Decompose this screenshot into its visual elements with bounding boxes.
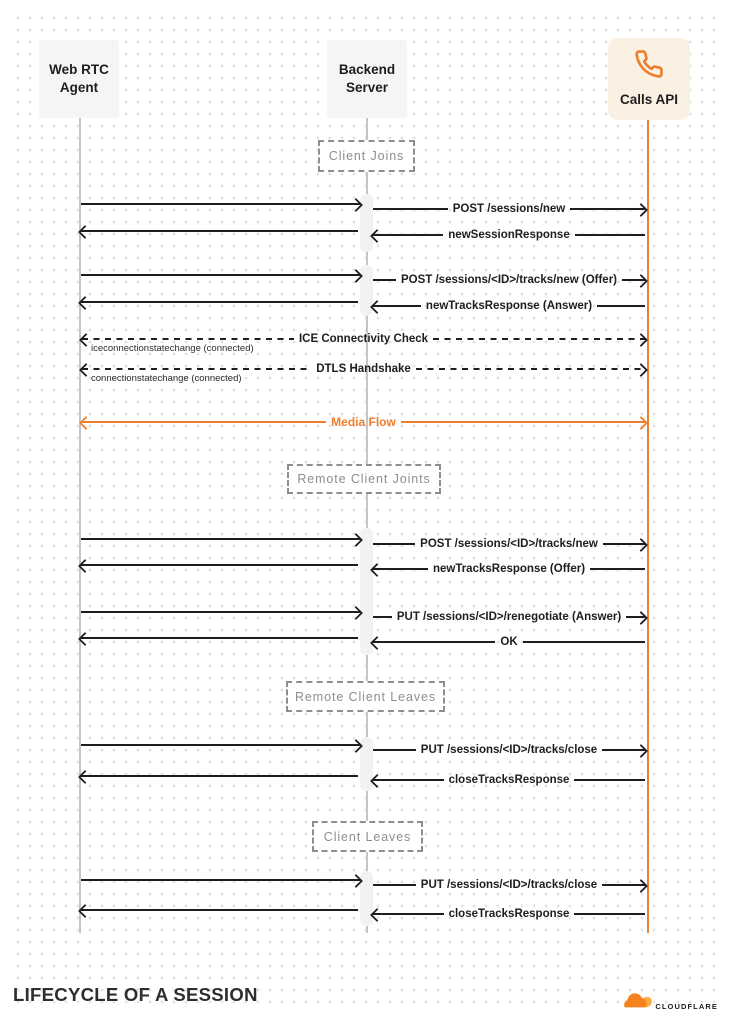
line-segment xyxy=(81,301,358,303)
line-segment xyxy=(81,775,358,777)
event-label: connectionstatechange (connected) xyxy=(91,373,242,384)
message-label: closeTracksResponse xyxy=(448,908,570,920)
message-label: newTracksResponse (Offer) xyxy=(432,563,586,575)
message-label: PUT /sessions/<ID>/tracks/close xyxy=(420,744,598,756)
page-title: LIFECYCLE OF A SESSION xyxy=(13,984,258,1005)
line-segment xyxy=(82,421,326,423)
line-segment xyxy=(81,637,358,639)
line-segment xyxy=(373,884,416,886)
message-label: POST /sessions/<ID>/tracks/new (Offer) xyxy=(400,274,618,286)
message-label: newTracksResponse (Answer) xyxy=(425,300,593,312)
phase-remote-client-leaves xyxy=(286,681,445,712)
actor-backend-server xyxy=(327,40,407,118)
arrow-backend-to-calls xyxy=(373,879,645,891)
line-segment xyxy=(82,338,294,340)
line-segment xyxy=(523,641,645,643)
arrow-agent-to-backend xyxy=(81,879,360,881)
phase-client-leaves xyxy=(312,821,423,852)
actor-label: Backend xyxy=(338,61,396,77)
line-segment xyxy=(81,744,360,746)
phase-label: Remote Client Leaves xyxy=(295,689,436,704)
line-segment xyxy=(81,538,360,540)
line-segment xyxy=(590,568,645,570)
arrow-calls-to-backend xyxy=(373,636,645,648)
actor-label: Web RTC xyxy=(49,61,109,77)
phase-label: Remote Client Joints xyxy=(297,472,431,486)
arrow-backend-to-agent xyxy=(81,637,358,639)
phase-label: Client Leaves xyxy=(323,829,412,844)
line-segment xyxy=(575,234,645,236)
line-segment xyxy=(81,611,360,613)
event-label: iceconnectionstatechange (connected) xyxy=(91,343,254,354)
message-label: ICE Connectivity Check xyxy=(298,333,429,345)
arrow-ice-connectivity xyxy=(82,333,645,345)
arrow-backend-to-calls xyxy=(373,744,645,756)
arrow-backend-to-calls xyxy=(373,203,645,215)
message-label: PUT /sessions/<ID>/renegotiate (Answer) xyxy=(396,611,622,623)
arrow-calls-to-backend xyxy=(373,300,645,312)
arrow-calls-to-backend xyxy=(373,774,645,786)
message-label: OK xyxy=(500,636,518,648)
arrow-agent-to-backend xyxy=(81,203,360,205)
activation-bar xyxy=(360,528,373,655)
phase-client-joins xyxy=(318,140,415,172)
message-label: PUT /sessions/<ID>/tracks/close xyxy=(420,879,598,891)
cloudflare-logo xyxy=(624,993,718,1013)
arrow-calls-to-backend xyxy=(373,563,645,575)
phone-icon xyxy=(634,49,664,84)
arrow-calls-to-backend xyxy=(373,229,645,241)
line-segment xyxy=(81,879,360,881)
message-label: Media Flow xyxy=(331,415,396,429)
actor-calls-api xyxy=(608,38,690,120)
phase-remote-client-joints xyxy=(287,464,441,494)
arrow-backend-to-calls xyxy=(373,611,645,623)
line-segment xyxy=(82,368,311,370)
line-segment xyxy=(81,564,358,566)
phase-label: Client Joins xyxy=(328,149,405,163)
line-segment xyxy=(574,913,645,915)
arrow-calls-to-backend xyxy=(373,908,645,920)
message-label: newSessionResponse xyxy=(448,229,570,241)
arrow-agent-to-backend xyxy=(81,538,360,540)
lifeline-calls-api xyxy=(647,120,649,933)
arrow-backend-to-calls xyxy=(373,538,645,550)
cloudflare-cloud-icon xyxy=(624,993,652,1013)
message-label: POST /sessions/new xyxy=(452,203,566,215)
arrow-media-flow xyxy=(82,415,645,429)
line-segment xyxy=(597,305,645,307)
line-segment xyxy=(81,203,360,205)
line-segment xyxy=(373,641,495,643)
line-segment xyxy=(574,779,645,781)
arrow-agent-to-backend xyxy=(81,274,360,276)
line-segment xyxy=(373,616,392,618)
actor-web-rtc-agent xyxy=(39,40,119,118)
lifeline-web-rtc-agent xyxy=(79,118,81,933)
message-label: POST /sessions/<ID>/tracks/new xyxy=(420,538,598,550)
arrow-backend-to-agent xyxy=(81,909,358,911)
arrow-backend-to-agent xyxy=(81,301,358,303)
arrow-agent-to-backend xyxy=(81,744,360,746)
arrow-backend-to-agent xyxy=(81,775,358,777)
cloudflare-wordmark: CLOUDFLARE xyxy=(655,1002,718,1011)
actor-label: Calls API xyxy=(619,92,679,107)
line-segment xyxy=(373,749,416,751)
arrow-backend-to-agent xyxy=(81,564,358,566)
line-segment xyxy=(81,230,358,232)
arrow-dtls-handshake xyxy=(82,363,645,375)
arrow-backend-to-agent xyxy=(81,230,358,232)
line-segment xyxy=(433,338,645,340)
line-segment xyxy=(81,274,360,276)
arrow-agent-to-backend xyxy=(81,611,360,613)
message-label: DTLS Handshake xyxy=(316,363,411,375)
line-segment xyxy=(373,543,415,545)
line-segment xyxy=(416,368,645,370)
line-segment xyxy=(401,421,645,423)
actor-label: Agent xyxy=(59,80,99,95)
arrow-backend-to-calls xyxy=(373,274,645,286)
message-label: closeTracksResponse xyxy=(448,774,570,786)
actor-label: Server xyxy=(345,80,389,95)
line-segment xyxy=(81,909,358,911)
line-segment xyxy=(373,279,396,281)
line-segment xyxy=(373,208,448,210)
activation-bar xyxy=(360,194,373,252)
